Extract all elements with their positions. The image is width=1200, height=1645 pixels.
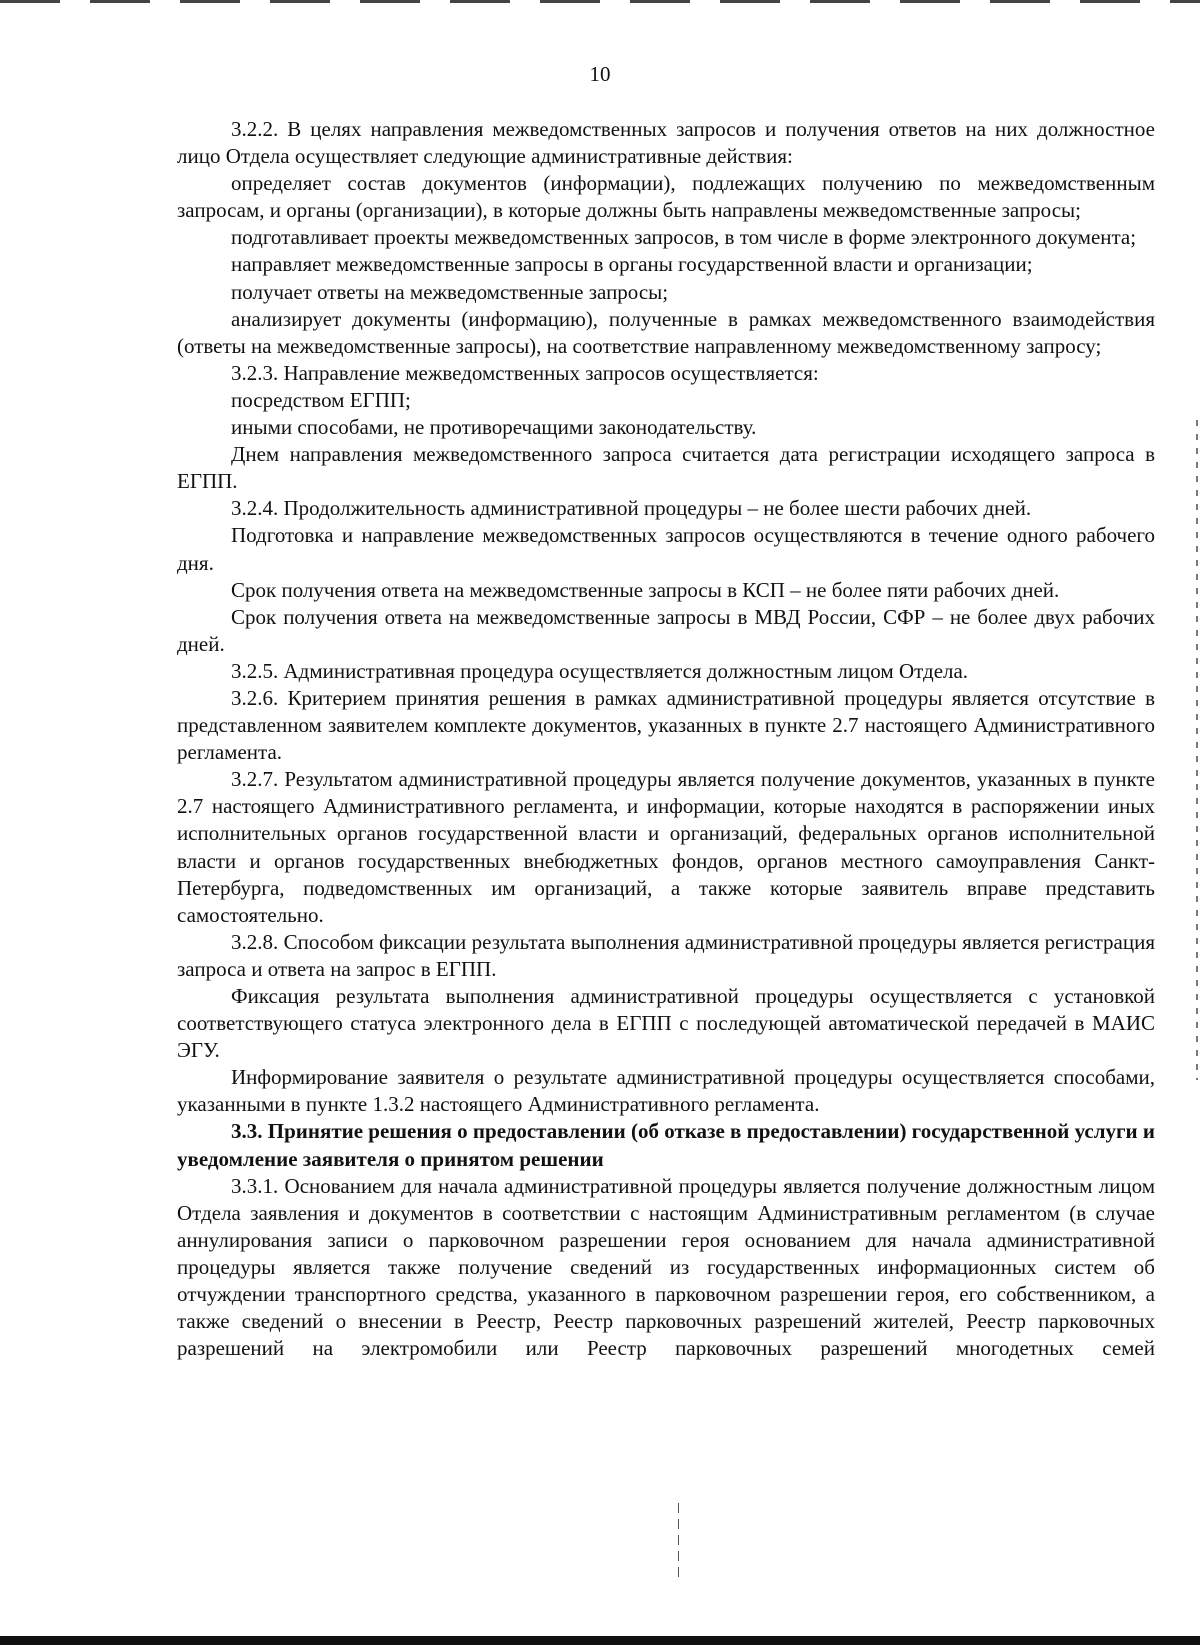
paragraph-text: Срок получения ответа на межведомственные запросы в КСП – не более пяти рабочих дней. <box>231 577 1060 602</box>
paragraph-3-2-7: 3.2.7. Результатом административной процедуры является получение документов, указанных в пункте 2.7 настоящего Административного регламента, и информации, которые находятся в распоряжении иных исполнительных органов государственной власти и организаций, федеральных органов исполнительной власти и органов государственных внебюджетных фондов, органов местного самоуправления Санкт-Петербурга, подведомственных им организаций, а также которые заявитель вправе представить самостоятельно. <box>177 767 1155 927</box>
paragraph-list-item: анализирует документы (информацию), полученные в рамках межведомственного взаимодействия (ответы на межведомственные запросы), на соответствие направленному межведомственному запросу; <box>177 306 1155 358</box>
paragraph-3-2-4: 3.2.4. Продолжительность административной процедуры – не более шести рабочих дней. <box>231 496 1032 521</box>
scan-top-edge <box>0 0 1200 3</box>
paragraph-3-2-5: 3.2.5. Административная процедура осуществляется должностным лицом Отдела. <box>231 658 969 683</box>
paragraph-list-item: получает ответы на межведомственные запросы; <box>231 279 669 304</box>
paragraph-text: Днем направления межведомственного запроса считается дата регистрации исходящего запроса в ЕГПП. <box>177 442 1155 494</box>
page-number: 10 <box>589 62 611 86</box>
paragraph-text: Информирование заявителя о результате административной процедуры осуществляется способами, указанными в пункте 1.3.2 настоящего Административного регламента. <box>177 1065 1155 1117</box>
paragraph-3-2-2: 3.2.2. В целях направления межведомственных запросов и получения ответов на них должностное лицо Отдела осуществляет следующие административные действия: <box>177 117 1155 169</box>
paragraph-list-item: иными способами, не противоречащими законодательству. <box>231 415 757 440</box>
paragraph-list-item: определяет состав документов (информации), подлежащих получению по межведомственным запросам, и органы (организации), в которые должны быть направлены межведомственные запросы; <box>177 171 1155 223</box>
paragraph-text: Срок получения ответа на межведомственные запросы в МВД России, СФР – не более двух рабочих дней. <box>177 604 1155 656</box>
paragraph-3-2-3: 3.2.3. Направление межведомственных запросов осуществляется: <box>231 360 819 385</box>
paragraph-3-3-1: 3.3.1. Основанием для начала административной процедуры является получение должностным лицом Отдела заявления и документов в соответствии с настоящим Административным регламентом (в случае аннулирования записи о парковочном разрешении героя основанием для начала административной процедуры является также получение сведений из государственных информационных систем об отчуждении транспортного средства, указанного в парковочном разрешении героя, его собственником, а также сведений о внесении в Реестр, Реестр парковочных разрешений жителей, Реестр парковочных разрешений на электромобили или Реестр парковочных разрешений многодетных семей <box>177 1173 1155 1361</box>
paragraph-list-item: подготавливает проекты межведомственных запросов, в том числе в форме электронного документа; <box>231 225 1137 250</box>
scan-binding-marks <box>1196 420 1198 1080</box>
paragraph-list-item: посредством ЕГПП; <box>231 387 411 412</box>
paragraph-3-2-8: 3.2.8. Способом фиксации результата выполнения административной процедуры является регистрация запроса и ответа на запрос в ЕГПП. <box>177 929 1155 981</box>
paragraph-text: Фиксация результата выполнения административной процедуры осуществляется с установкой соответствующего статуса электронного дела в ЕГПП с последующей автоматической передачей в МАИС ЭГУ. <box>177 984 1155 1063</box>
section-heading-3-3: 3.3. Принятие решения о предоставлении (об отказе в предоставлении) государственной услуги и уведомление заявителя о принятом решении <box>177 1119 1156 1171</box>
paragraph-list-item: направляет межведомственные запросы в органы государственной власти и организации; <box>231 252 1033 277</box>
paragraph-text: Подготовка и направление межведомственных запросов осуществляются в течение одного рабочего дня. <box>177 523 1155 575</box>
scan-artifact-mark <box>678 1503 679 1583</box>
paragraph-3-2-6: 3.2.6. Критерием принятия решения в рамках административной процедуры является отсутствие в представленном заявителем комплекте документов, указанных в пункте 2.7 настоящего Административного регламента. <box>177 685 1155 765</box>
scan-bottom-edge <box>0 1636 1200 1645</box>
document-body <box>177 116 1155 1362</box>
